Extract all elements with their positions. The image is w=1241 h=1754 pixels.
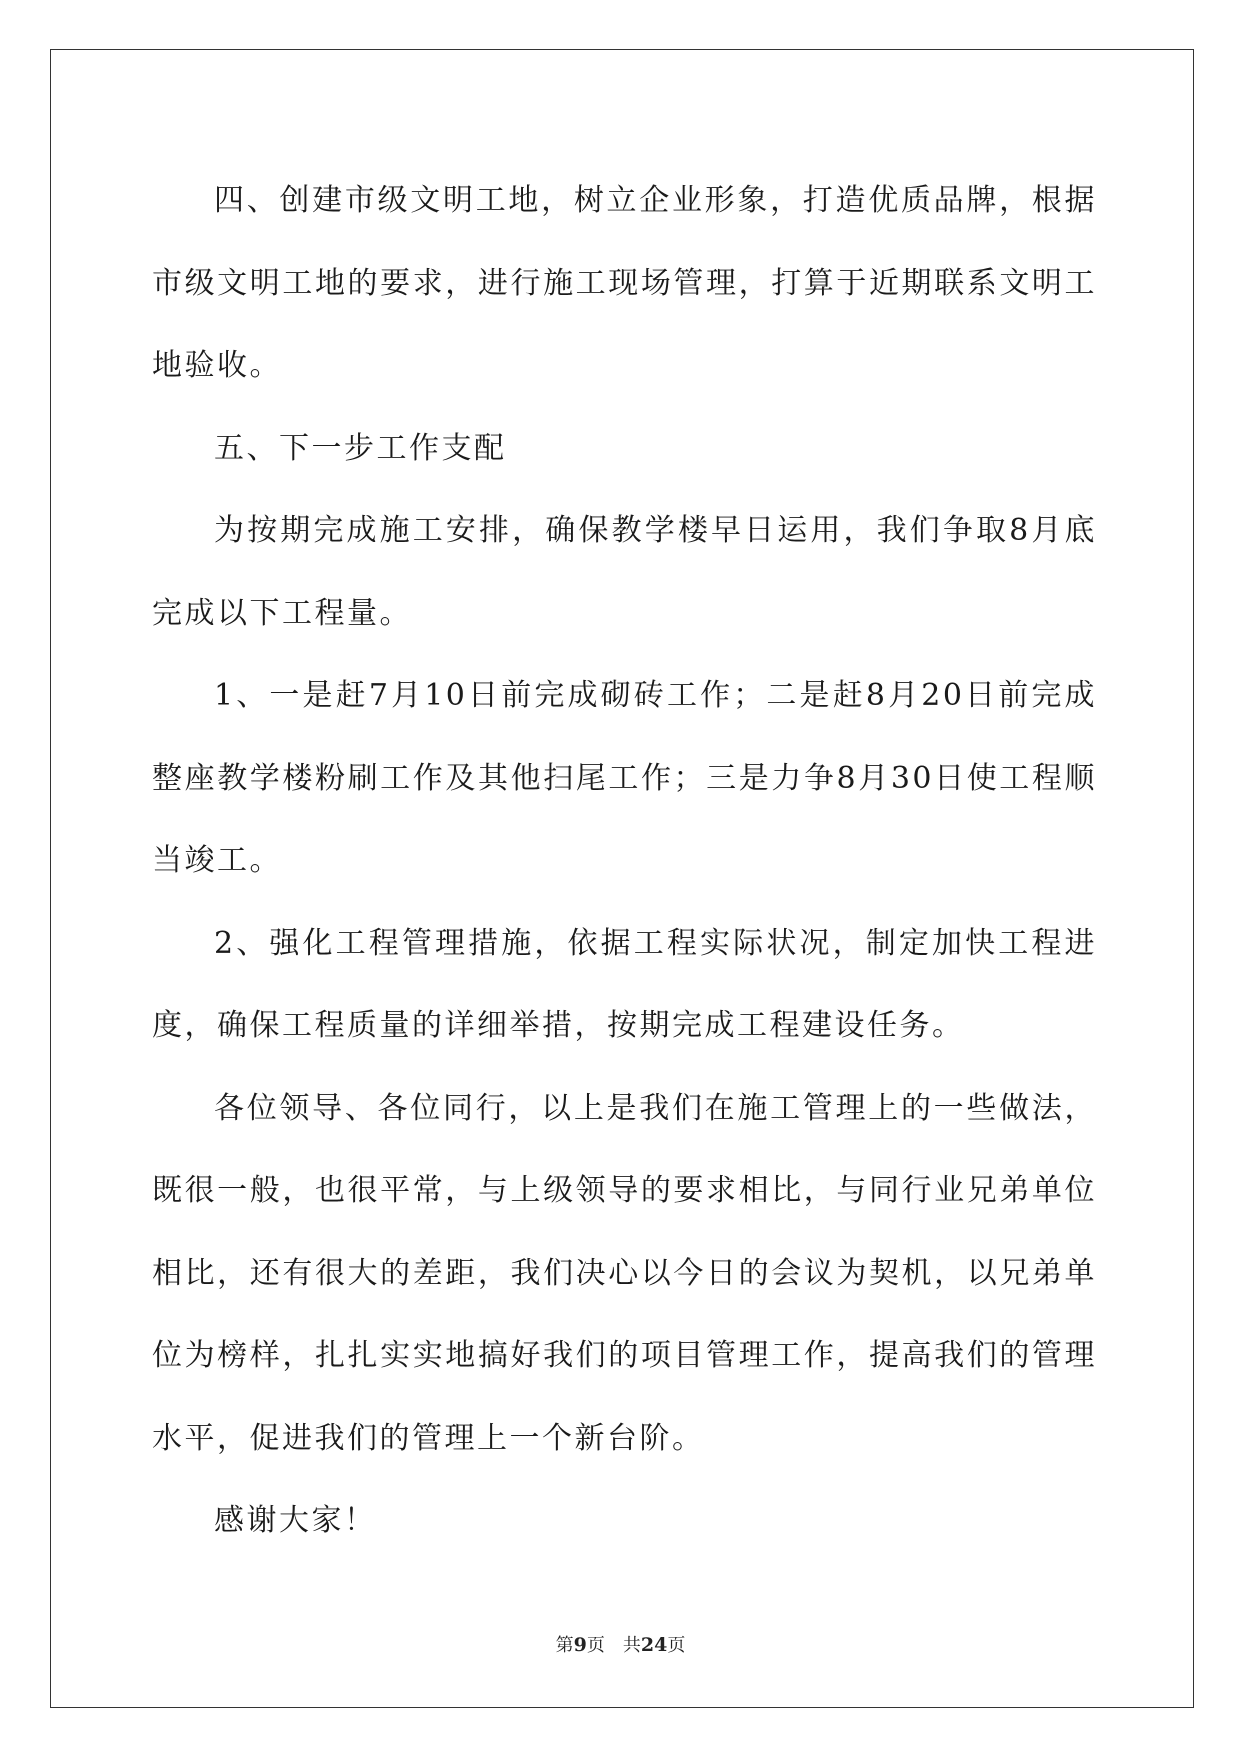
paragraph-item-one: 1、一是赶7月10日前完成砌砖工作；二是赶8月20日前完成整座教学楼粉刷工作及其他扫尾工作；三是力争8月30日使工程顺当竣工。	[152, 678, 1097, 878]
page-suffix: 页	[586, 1635, 605, 1656]
paragraph-section-five-heading: 五、下一步工作支配	[214, 430, 507, 466]
paragraph-schedule-intro: 为按期完成施工安排，确保教学楼早日运用，我们争取8月底完成以下工程量。	[152, 513, 1097, 631]
total-suffix: 页	[667, 1635, 686, 1656]
total-prefix: 共	[622, 1635, 641, 1656]
paragraph-closing: 各位领导、各位同行，以上是我们在施工管理上的一些做法，既很一般，也很平常，与上级领导的要求相比，与同行业兄弟单位相比，还有很大的差距，我们决心以今日的会议为契机，以兄弟单位为榜样，扎扎实实地搞好我们的项目管理工作，提高我们的管理水平，促进我们的管理上一个新台阶。	[152, 1090, 1097, 1456]
document-body	[152, 160, 1097, 1563]
page-prefix: 第	[555, 1635, 574, 1656]
paragraph-thanks: 感谢大家！	[214, 1503, 377, 1538]
paragraph-item-two: 2、强化工程管理措施，依据工程实际状况，制定加快工程进度，确保工程质量的详细举措，按期完成工程建设任务。	[152, 925, 1097, 1043]
page-number: 9	[573, 1634, 587, 1656]
paragraph-section-four: 四、创建市级文明工地，树立企业形象，打造优质品牌，根据市级文明工地的要求，进行施工现场管理，打算于近期联系文明工地验收。	[152, 183, 1097, 383]
page-footer	[0, 1633, 1241, 1658]
total-pages: 24	[640, 1634, 668, 1656]
